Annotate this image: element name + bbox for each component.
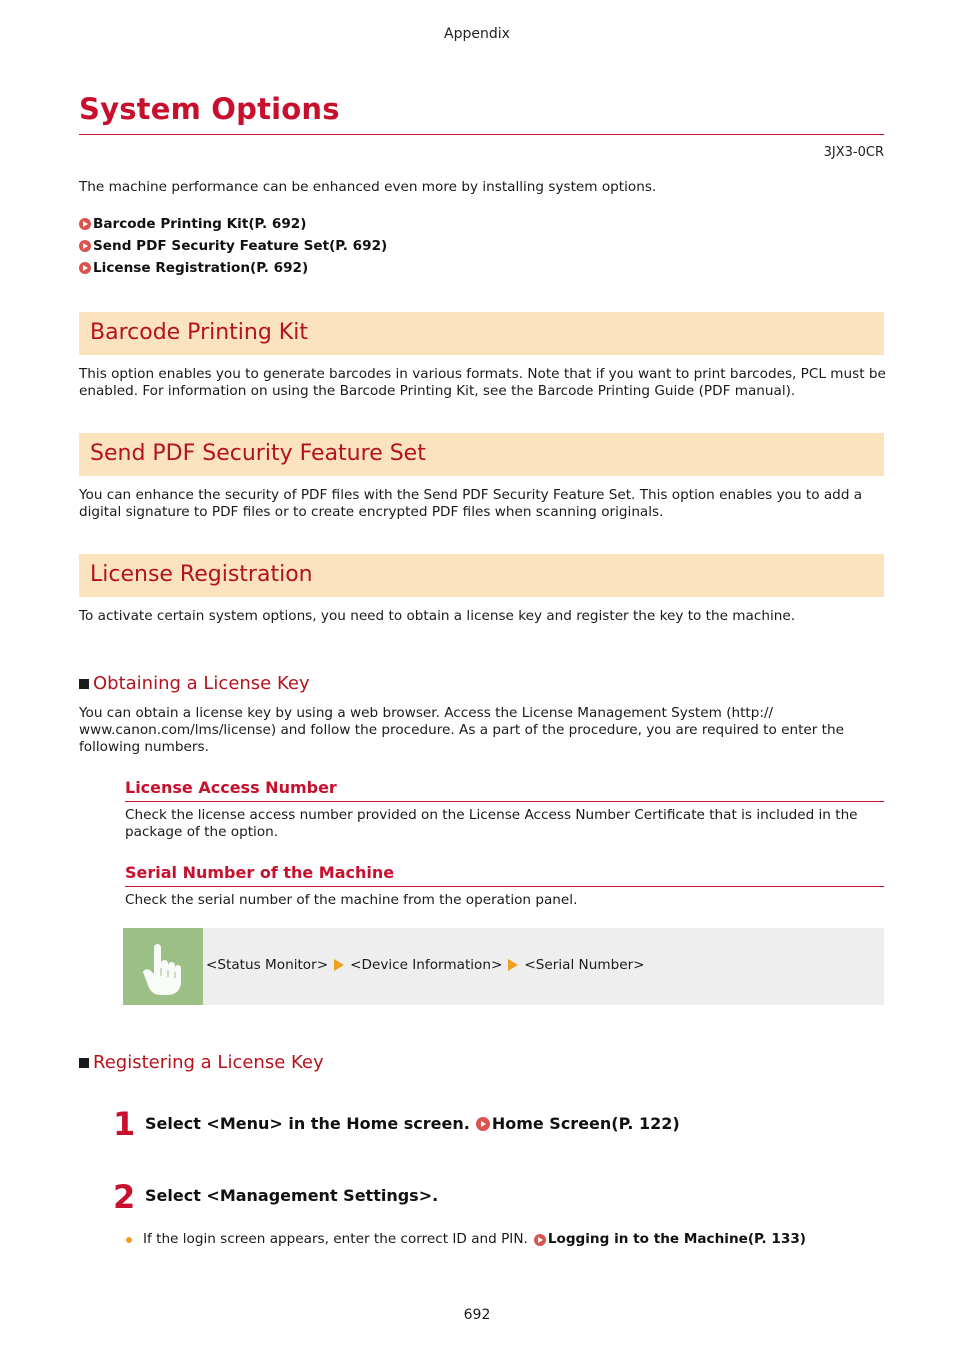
- step-number-1: 1: [113, 1105, 136, 1143]
- running-header: Appendix: [444, 26, 510, 42]
- toc-link-label: Barcode Printing Kit(P. 692): [93, 216, 307, 232]
- toc-link-barcode[interactable]: [79, 216, 306, 232]
- step-2-text: Select <Management Settings>.: [145, 1186, 439, 1205]
- term-rule: [125, 886, 884, 887]
- term1-text-line1: Check the license access number provided on the License Access Number Certificate that is included in the: [125, 807, 858, 823]
- page-number: 692: [463, 1307, 491, 1323]
- term2-text-line1: Check the serial number of the machine from the operation panel.: [125, 892, 578, 908]
- barcode-text-line2: enabled. For information on using the Barcode Printing Kit, see the Barcode Printing Guide (PDF manual).: [79, 383, 796, 399]
- square-bullet-icon: [79, 1058, 89, 1068]
- step-1-text: Select <Menu> in the Home screen.: [145, 1114, 470, 1133]
- path-step-device-information: <Device Information>: [350, 957, 503, 973]
- section-heading-text: License Registration: [90, 562, 313, 587]
- login-link-label: Logging in to the Machine(P. 133): [547, 1231, 806, 1247]
- step-number-2: 2: [113, 1178, 136, 1216]
- section-heading-text: Barcode Printing Kit: [90, 320, 308, 345]
- bullet-dot-icon: [126, 1237, 132, 1243]
- section-heading-text: Send PDF Security Feature Set: [90, 441, 426, 466]
- square-bullet-icon: [79, 679, 89, 689]
- path-arrow-icon: [508, 959, 518, 971]
- term-license-access-number: License Access Number: [125, 778, 337, 797]
- link-arrow-icon: [79, 218, 91, 230]
- term-rule: [125, 801, 884, 802]
- home-screen-link[interactable]: [476, 1114, 680, 1133]
- path-step-status-monitor: <Status Monitor>: [206, 957, 329, 973]
- page-title: System Options: [79, 92, 340, 126]
- pdf-text-line2: digital signature to PDF files or to create encrypted PDF files when scanning originals.: [79, 504, 664, 520]
- login-link[interactable]: [534, 1231, 806, 1248]
- toc-link-license[interactable]: [79, 260, 308, 276]
- path-step-serial-number: <Serial Number>: [524, 957, 645, 973]
- section-heading-barcode: [79, 312, 884, 355]
- step-2-note: [143, 1231, 806, 1248]
- subheading-text: Registering a License Key: [93, 1052, 324, 1073]
- toc-link-pdf-security[interactable]: [79, 238, 387, 254]
- section-heading-pdf-security: [79, 433, 884, 476]
- subheading-text: Obtaining a License Key: [93, 673, 310, 694]
- intro-text: The machine performance can be enhanced even more by installing system options.: [79, 179, 657, 195]
- obtaining-text-line2: www.canon.com/lms/license) and follow the procedure. As a part of the procedure, you are required to enter the: [79, 722, 844, 738]
- step-2-note-text: If the login screen appears, enter the correct ID and PIN.: [143, 1231, 528, 1247]
- term1-text-line2: package of the option.: [125, 824, 279, 840]
- subheading-registering: [79, 1052, 324, 1073]
- section-heading-license: [79, 554, 884, 597]
- barcode-text-line1: This option enables you to generate barcodes in various formats. Note that if you want to print barcodes, PCL must be: [79, 366, 886, 382]
- toc-link-label: License Registration(P. 692): [93, 260, 309, 276]
- link-arrow-icon: [534, 1234, 546, 1246]
- title-rule: [79, 134, 884, 135]
- path-arrow-icon: [334, 959, 344, 971]
- subheading-obtaining: [79, 673, 310, 694]
- license-text-line1: To activate certain system options, you need to obtain a license key and register the key to the machine.: [79, 608, 796, 624]
- operation-path: [206, 957, 645, 973]
- link-arrow-icon: [79, 262, 91, 274]
- step-1: [145, 1114, 680, 1133]
- document-code: 3JX3-0CR: [823, 145, 884, 160]
- link-arrow-icon: [79, 240, 91, 252]
- obtaining-text-line1: You can obtain a license key by using a web browser. Access the License Management System (http://: [79, 705, 774, 721]
- pdf-text-line1: You can enhance the security of PDF files with the Send PDF Security Feature Set. This option enables you to add a: [79, 487, 863, 503]
- home-screen-link-label: Home Screen(P. 122): [491, 1114, 680, 1133]
- link-arrow-icon: [476, 1117, 490, 1131]
- term-serial-number: Serial Number of the Machine: [125, 863, 395, 882]
- toc-link-label: Send PDF Security Feature Set(P. 692): [93, 238, 388, 254]
- obtaining-text-line3: following numbers.: [79, 739, 209, 755]
- touch-hand-icon: [123, 928, 203, 1005]
